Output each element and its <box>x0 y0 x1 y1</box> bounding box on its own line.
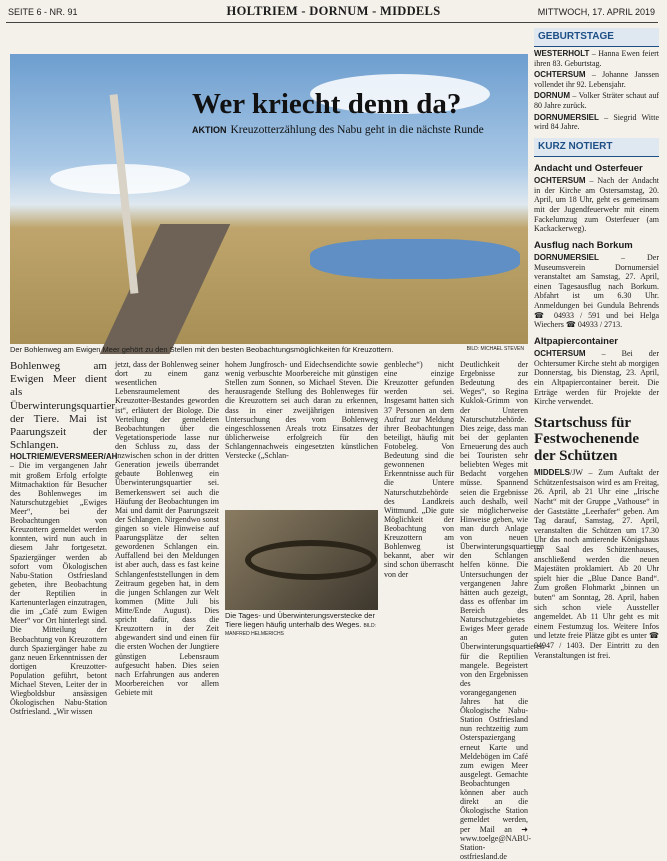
boardwalk <box>100 224 231 354</box>
birthday-place: DORNUM <box>534 91 570 101</box>
birthday-entry <box>534 49 659 68</box>
news-place: OCHTERSUM <box>534 176 586 186</box>
birthday-place: OCHTERSUM <box>534 70 586 80</box>
teaser: Bohlenweg am Ewigen Meer dient als Überwinterungsquartier der Tiere. Mai ist Paarungszeit der Schlangen. <box>10 360 116 452</box>
hero-credit: BILD: MICHAEL STEVEN <box>466 346 524 352</box>
news-place: OCHTERSUM <box>534 349 586 359</box>
birthday-text: – Siegrid Witte wird 84 Jahre. <box>534 112 659 132</box>
col5-text: Deutlichkeit der Ergebnisse zur Bedeutung des Weges“, so Regina Kuklok-Grimm von der Unteren Naturschutzbehörde. Dies zeige, dass man bei der geplanten Erneuerung des auch bei Touristen sehr beliebten Weges mit Bedacht vorgehen müsse. Spannend seien die Ergebnisse auch deshalb, weil sie möglicherweise Hinweise geben, wie man durch Anlage von neuen Überwinterungsquartieren den Schlangen helfen könne. Die Untersuchungen der vergangenen Jahre hätten auch gezeigt, dass es offenbar im Bereich des Naturschutzgebietes Ewiges Meer gerade an guten Überwinterungsquartieren für die Reptilien mangele. Begeistert von den Ergebnissen des vorangegangenen Jahres hat die Ökologische Nabu-Station Ostfriesland nun rechtzeitig zum Osterspaziergang erneut Karte und Meldebögen im Café zum ewigen Meer ausgelegt. Gemachte Beobachtungen können aber auch direkt an die Ökologische Station gemeldet werden, per Mail an ➜ www.toelge@NABU-Station-ostfriesland.de <box>460 360 544 861</box>
news-text: – Nach der Andacht in der Kirche am Ostersamstag, 20. April, um 18 Uhr, geht es gemeinsam mit der Jugendfeuerwehr mit einem Fackelumzug zum Osterfeuer (am Kackackerweg). <box>534 176 659 234</box>
news-text: – Der Museumsverein Dornumersiel veranstaltet am Samstag, 27. April, einen Tagesausflug nach Borkum. Abfahrt ist um 6.30 Uhr. Anmeldungen bei Gundula Behrends ☎ 04933 / 591 und bei Helga Wiechers ☎ 04933 / 2713. <box>534 253 659 330</box>
article-column-4 <box>384 360 454 650</box>
moor-lake <box>310 239 520 279</box>
birch-tree <box>110 94 139 294</box>
hero-caption-text: Der Bohlenweg am Ewigen Meer gehört zu den Stellen mit den besten Beobachtungsmöglichkeiten für Kreuzottern. <box>10 345 394 354</box>
article-column-2 <box>115 360 219 697</box>
feature-text: /JW – Zum Auftakt der Schützenfestsaison wird es am Freitag, 26. April, ab 21 Uhr eine „Irische Nacht“ mit der Gruppe „Vathouse“ in der Gaststätte „Leerhafer“ geben. Am Tag darauf, Samstag, 27. April, veranstalten die Schützen um 17.30 Uhr das noch amtierende Königshaus im Saal des Schützenhauses, anschließend werden die neuen Majestäten proklamiert. Ab 20 Uhr spielt hier die „Blue Dance Band“. Zum großen Flohmarkt „binnen un buten“ am Sonntag, 28. April, haben sich schon viele Aussteller angemeldet. Ab 11 Uhr geht es mit einem Festumzug los. Weitere Infos und letzte freie Plätze gibt es unter ☎ 04947 / 1403. Der Eintritt zu den Veranstaltungen ist frei. <box>534 468 659 660</box>
adder-credit: BILD: MANFRED HELMERICHS <box>225 622 376 638</box>
article-column-3 <box>225 360 378 508</box>
birthday-place: WESTERHOLT <box>534 49 590 58</box>
birthday-entry <box>534 113 659 132</box>
headline: Wer kriecht denn da? <box>192 88 462 120</box>
birthdays-heading: GEBURTSTAGE <box>534 28 659 47</box>
article-column-5 <box>460 360 544 861</box>
news-headline: Ausflug nach Borkum <box>534 239 633 251</box>
news-entry <box>534 253 659 330</box>
adder <box>245 540 377 580</box>
news-headline: Altpapiercontainer <box>534 335 618 347</box>
news-place: DORNUMERSIEL <box>534 253 599 263</box>
hero-caption <box>10 345 528 354</box>
kicker <box>192 124 484 136</box>
article-column-1 <box>10 360 118 717</box>
sidebar <box>534 28 659 662</box>
page-header <box>0 0 667 22</box>
birthday-entry <box>534 91 659 110</box>
birthday-text: – Johanne Janssen vollendet ihr 92. Lebensjahr. <box>534 70 660 89</box>
header-rule <box>6 22 658 23</box>
kicker-text: Kreuzotterzählung des Nabu geht in die nächste Runde <box>230 124 484 136</box>
feature-headline: Startschuss für Festwochenende der Schützen <box>534 414 639 464</box>
issue-date: MITTWOCH, 17. APRIL 2019 <box>537 7 655 17</box>
birthday-text: – Hanna Ewen feiert ihren 83. Geburtstag. <box>534 49 659 68</box>
adder-caption <box>225 612 378 638</box>
feature-entry <box>534 468 659 660</box>
birthday-place: DORNUMERSIEL <box>534 112 599 122</box>
news-text: – Bei der Ochtersumer Kirche steht ab morgigen Donnerstag, bis Dienstag, 23. April, ein Altpapiercontainer bereit. Die Erträge werden für Projekte der Kirche verwendet. <box>534 349 660 407</box>
col2-text: jetzt, dass der Bohlenweg seiner dort zu einem ganz wesentlichen Lebensraumelement des Kreuzotter-Bestandes geworden ist“, erläutert der Biologe. Die Verteilung der gemeldeten Beobachtungen über die Vegetationsperiode lasse nur den Schluss zu, dass der inzwischen schon in der dritten Generation jeweils überrandet gebaute Bohlenweg ein Überwinterungsquartier sei. Bemerkenswert sei auch die Häufung der Beobachtungen im Mai und damit der Paarungszeit der Schlangen. Nirgendwo sonst gingen so viele Hinweise auf Paarungsplätze der selten gewordenen Schlangen ein. Auffallend bei den Meldungen ist aber auch, dass es fast keine Schlangenfeststellungen in dem Zeitraum gegeben hat, in dem die jungen Schlangen zur Welt kommen (Mitte Juli bis Mitte/Ende August). Dies spricht dafür, dass die Kreuzottern in der Zeit abgewandert sind und einen für die ersten Wochen der Jungtiere günstigen Lebensraum aufgesucht haben. Dies seien nach Erfahrungen aus anderen Moorbereichen vor allem Gebiete mit <box>115 360 219 697</box>
adder-caption-text: Die Tages- und Überwinterungsverstecke der Tiere liegen häufig unterhalb des Weges. <box>225 611 375 629</box>
birthday-entry <box>534 70 659 89</box>
dateline: HOLTRIEM/EVERSMEER/AH <box>10 452 118 462</box>
news-entry <box>534 349 659 407</box>
birthday-text: – Volker Sträter schaut auf 80 Jahre zurück. <box>534 91 660 110</box>
short-news-heading: KURZ NOTIERT <box>534 138 659 157</box>
col4-text: genbleche“) nicht eine einzige Kreuzotter gefunden werden sei. Insgesamt hatten sich 37 Personen an dem Aufruf zur Meldung ihrer Beobachtungen beteiligt, häufig mit Fotobeleg. Von Bedeutung sind die gewonnenen Erkenntnisse auch für die Untere Naturschutzbehörde des Landkreis Wittmund. „Die gute Möglichkeit der Beobachtung von Kreuzottern am Bohlenweg ist bekannt, aber wir sind schon überrascht von der <box>384 360 454 579</box>
col3-text: hohem Jungfrosch- und Eidechsendichte sowie wenig verbuschte Moorbereiche mit günstigen Stellen zum Sonnen, so Michael Steven. Die herausragende Stellung des Bohlenweges für die Kreuzottern sei auch daran zu erkennen, dass in einer zweijährigen intensiven Untersuchung des vom Bohlenweg eingeschlossenen Areals trotz Einsatzes der üblicherweise erfolgreich für den Schlangennachweis eingesetzten künstlichen Verstecke („Schlan- <box>225 360 378 461</box>
news-headline: Andacht und Osterfeuer <box>534 162 643 174</box>
section-title: HOLTRIEM - DORNUM - MIDDELS <box>226 4 441 18</box>
adder-photo <box>225 510 378 610</box>
feature-place: MIDDELS <box>534 468 570 478</box>
col1-text: – Die im vergangenen Jahr mit großem Erfolg erfolgte Mitmachaktion für Besucher des Bohlenweges im Naturschutzgebiet „Ewiges Meer“, bei der Beobachtungen von Kreuzottern gemeldet werden konnten, wird nun auch in diesem Jahr fortgesetzt. Spaziergänger werden ab sofort vom Ökologischen Nabu-Station Ostfriesland gebeten, ihre Beobachtung der Reptilien in Kartenunterlagen einzutragen, die im „Café zum Ewigen Meer“ vor Ort hinterlegt sind. Die Mitteilung der Beobachtung von Kreuzottern durch Spaziergänger habe zu ganz neuen Erkenntnissen der dortigen Kreuzotter-Population geführt, betont Michael Steven, Leiter der in Wiegboldsbur ansässigen Ökologischen Nabu-Station Ostfriesland. „Wir wissen <box>10 461 107 717</box>
kicker-label: AKTION <box>192 125 227 135</box>
page-number: SEITE 6 - NR. 91 <box>8 7 78 17</box>
news-entry <box>534 176 659 234</box>
